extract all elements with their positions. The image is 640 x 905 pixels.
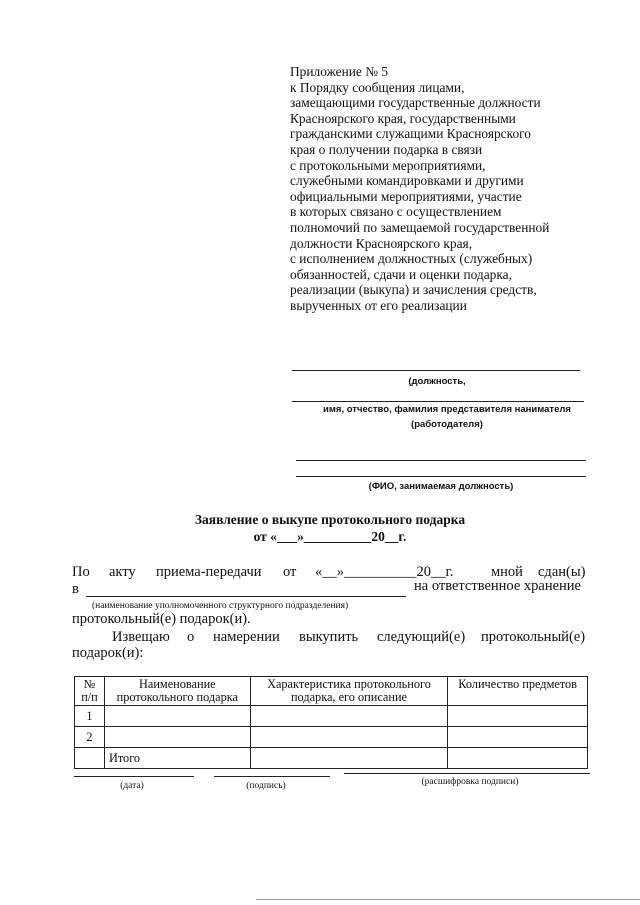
- date-field-line[interactable]: [74, 776, 194, 777]
- row-name-cell[interactable]: [104, 727, 250, 748]
- body-word: протокольный(е): [481, 629, 586, 645]
- appendix-line: официальными мероприятиями, участие: [290, 188, 522, 204]
- document-title: Заявление о выкупе протокольного подарка: [194, 512, 466, 527]
- appendix-line: полномочий по замещаемой государственной: [290, 219, 550, 235]
- table-header-row: [75, 677, 588, 706]
- body-word: от: [283, 564, 297, 580]
- gift-table: [74, 676, 588, 769]
- signature-caption: (подпись): [246, 781, 286, 791]
- position-field-line[interactable]: [292, 370, 580, 371]
- date-caption: (дата): [120, 781, 144, 791]
- employer-caption-line1: имя, отчество, фамилия представителя нанимателя: [323, 404, 571, 415]
- appendix-line: к Порядку сообщения лицами,: [290, 79, 465, 95]
- signature-decode-caption: (расшифровка подписи): [421, 777, 519, 787]
- total-characteristic-cell[interactable]: [250, 748, 448, 769]
- body-word: намерении: [213, 629, 280, 645]
- body-word: о: [187, 629, 195, 645]
- appendix-line: гражданскими служащими Красноярского: [290, 126, 532, 142]
- column-header-num: № п/п: [75, 677, 105, 706]
- appendix-line: должности Красноярского края,: [290, 235, 473, 251]
- storage-text: на ответственное хранение: [414, 578, 581, 594]
- scan-artifact-line: [256, 899, 640, 900]
- row-quantity-cell[interactable]: [448, 706, 588, 727]
- employer-caption-line2: (работодателя): [411, 419, 483, 430]
- applicant-caption: (ФИО, занимаемая должность): [368, 481, 514, 492]
- row-characteristic-cell[interactable]: [250, 727, 448, 748]
- total-label: Итого: [104, 748, 250, 769]
- appendix-line: с исполнением должностных (служебных): [290, 251, 533, 267]
- unit-field-line[interactable]: [86, 596, 406, 597]
- body-word: Извещаю: [112, 629, 170, 645]
- applicant-field-line-2[interactable]: [296, 476, 586, 477]
- appendix-line: реализации (выкупа) и зачисления средств,: [290, 282, 537, 298]
- body-word: мной: [491, 564, 523, 580]
- appendix-line: вырученных от его реализации: [290, 297, 467, 313]
- document-date: от «___»__________20__г.: [253, 529, 407, 544]
- column-header-characteristic: Характеристика протокольного подарка, его описание: [250, 677, 448, 706]
- body-line-gifts: протокольный(е) подарок(и).: [72, 611, 251, 627]
- appendix-block: [290, 64, 610, 314]
- table-total-row: [75, 748, 588, 769]
- body-word: приема-передачи: [156, 564, 262, 580]
- row-quantity-cell[interactable]: [448, 727, 588, 748]
- appendix-line: в которых связано с осуществлением: [290, 204, 502, 220]
- body-line-gifts-list: подарок(и):: [72, 645, 144, 661]
- column-header-quantity: Количество предметов: [448, 677, 588, 706]
- row-num: 1: [75, 706, 105, 727]
- body-word: следующий(е): [377, 629, 466, 645]
- body-word: По: [72, 564, 90, 580]
- employer-field-line[interactable]: [292, 401, 584, 402]
- act-date-field[interactable]: «__»__________20__г.: [315, 564, 454, 580]
- body-word: сдан(ы): [538, 564, 586, 580]
- appendix-line: замещающими государственные должности: [290, 95, 541, 111]
- body-word: акту: [109, 564, 136, 580]
- appendix-line: Приложение № 5: [290, 64, 389, 79]
- total-num-cell: [75, 748, 105, 769]
- row-characteristic-cell[interactable]: [250, 706, 448, 727]
- appendix-line: обязанностей, сдачи и оценки подарка,: [290, 266, 512, 282]
- table-row: [75, 727, 588, 748]
- total-quantity-cell[interactable]: [448, 748, 588, 769]
- signature-decode-field-line[interactable]: [344, 773, 590, 774]
- unit-caption: (наименование уполномоченного структурного подразделения): [92, 601, 349, 611]
- appendix-line: служебными командировками и другими: [290, 173, 524, 189]
- applicant-field-line-1[interactable]: [296, 460, 586, 461]
- signature-field-line[interactable]: [214, 776, 330, 777]
- body-word: в: [72, 581, 79, 597]
- appendix-line: Красноярского края, государственными: [290, 110, 516, 126]
- position-caption: (должность,: [408, 376, 466, 387]
- column-header-name: Наименование протокольного подарка: [104, 677, 250, 706]
- body-word: выкупить: [299, 629, 359, 645]
- appendix-line: края о получении подарка в связи: [290, 141, 483, 157]
- appendix-line: с протокольными мероприятиями,: [290, 157, 486, 173]
- row-name-cell[interactable]: [104, 706, 250, 727]
- row-num: 2: [75, 727, 105, 748]
- table-row: [75, 706, 588, 727]
